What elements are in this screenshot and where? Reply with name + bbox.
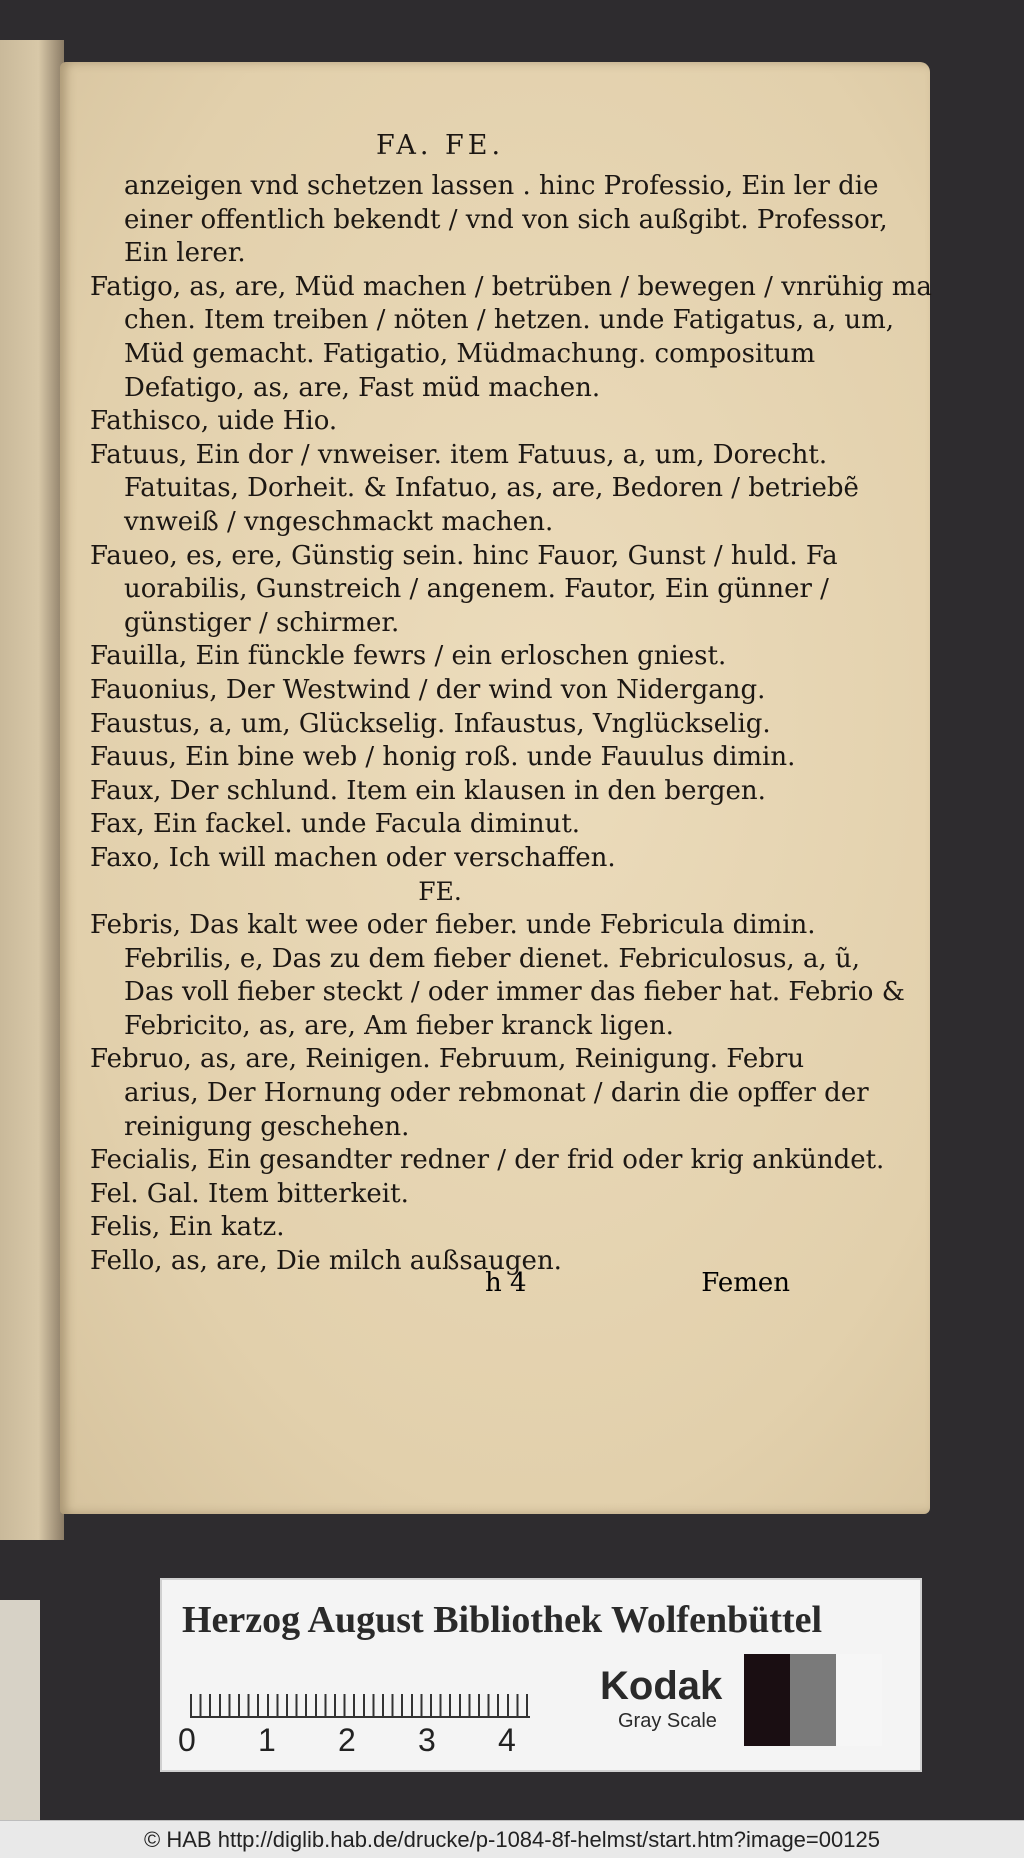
catchword: Femen [701, 1268, 790, 1298]
library-title: Herzog August Bibliothek Wolfenbüttel [182, 1599, 823, 1641]
entry-line: chen. Item treiben / nöten / hetzen. unde Fatigatus, a, um, [124, 305, 895, 336]
entry-line: Das voll fieber steckt / oder immer das fieber hat. Febrio & [124, 977, 905, 1008]
entry-line: Fatuitas, Dorheit. & Infatuo, as, are, Bedoren / betriebẽ [124, 473, 859, 504]
page-text [90, 130, 932, 1279]
swatch-dark [744, 1654, 790, 1746]
entry-line: Faustus, a, um, Glückselig. Infaustus, Vnglückselig. [90, 708, 771, 739]
entry-line: Felis, Ein katz. [90, 1212, 285, 1243]
ruler-number: 4 [498, 1722, 516, 1758]
entry-line: Fatuus, Ein dor / vnweiser. item Fatuus, a, um, Dorecht. [90, 439, 828, 470]
entry-line: Defatigo, as, are, Fast müd machen. [124, 372, 601, 403]
entry-line: Fax, Ein fackel. unde Facula diminut. [90, 809, 581, 840]
ruler-number: 0 [178, 1722, 196, 1758]
previous-page-strip [0, 1600, 40, 1820]
swatch-mid [790, 1654, 836, 1746]
signature-mark: h 4 [485, 1268, 527, 1298]
entry-line: arius, Der Hornung oder rebmonat / darin die opffer der [124, 1078, 869, 1109]
entry-line: Fathisco, uide Hio. [90, 406, 338, 437]
entry-line: Ein lerer. [124, 238, 246, 269]
page-header: FA. FE. [375, 130, 505, 161]
entry-lines [90, 170, 932, 1279]
color-calibration-card [160, 1578, 922, 1772]
entry-line: anzeigen vnd schetzen lassen . hinc Professio, Ein ler die [124, 171, 879, 201]
entry-line: Fauus, Ein bine web / honig roß. unde Fauulus dimin. [90, 742, 796, 773]
entry-line: Fauilla, Ein fünckle fewrs / ein erloschen gniest. [90, 641, 727, 672]
entry-line: Faxo, Ich will machen oder verschaffen. [90, 842, 616, 873]
ruler-numbers [178, 1722, 558, 1758]
entry-line: Fello, as, are, Die milch außsaugen. [90, 1246, 562, 1276]
swatch-light [836, 1654, 882, 1746]
entry-line: reinigung geschehen. [124, 1111, 410, 1142]
entry-line: Febris, Das kalt wee oder fieber. unde Febricula dimin. [90, 910, 816, 941]
entry-line: günstiger / schirmer. [124, 607, 400, 638]
entry-line: Faueo, es, ere, Günstig sein. hinc Fauor, Gunst / huld. Fa [90, 540, 838, 571]
ruler-mask [190, 1672, 530, 1694]
ruler-number: 1 [258, 1722, 276, 1758]
entry-line: Febrilis, e, Das zu dem fieber dienet. Febriculosus, a, ũ, [124, 943, 860, 974]
entry-line: Febricito, as, are, Am fieber kranck ligen. [124, 1010, 674, 1041]
entry-line: Faux, Der schlund. Item ein klausen in den bergen. [90, 775, 766, 806]
entry-line: Fatigo, as, are, Müd machen / betrüben / bewegen / vnrühig ma [90, 271, 932, 302]
previous-page-edge [0, 40, 64, 1540]
entry-line: Fel. Gal. Item bitterkeit. [90, 1178, 409, 1209]
entry-line: Februo, as, are, Reinigen. Februum, Reinigung. Febru [90, 1044, 805, 1075]
page-footer [90, 1268, 790, 1304]
status-bar: © HAB http://diglib.hab.de/drucke/p-1084-8f-helmst/start.htm?image=00125 [0, 1820, 1024, 1858]
entry-line: Fecialis, Ein gesandter redner / der frid oder krig ankündet. [90, 1145, 885, 1176]
ruler-number: 2 [338, 1722, 356, 1758]
entry-line: Müd gemacht. Fatigatio, Müdmachung. compositum [124, 338, 816, 369]
section-heading: FE. [418, 877, 462, 907]
ruler-number: 3 [418, 1722, 436, 1758]
kodak-logo: Kodak [600, 1664, 723, 1708]
entry-line: einer offentlich bekendt / vnd von sich außgibt. Professor, [124, 204, 888, 235]
gray-scale-label: Gray Scale [618, 1710, 717, 1732]
entry-line: Fauonius, Der Westwind / der wind von Nidergang. [90, 674, 766, 705]
entry-line: vnweiß / vngeschmackt machen. [124, 506, 554, 537]
entry-line: uorabilis, Gunstreich / angenem. Fautor, Ein günner / [124, 574, 829, 605]
